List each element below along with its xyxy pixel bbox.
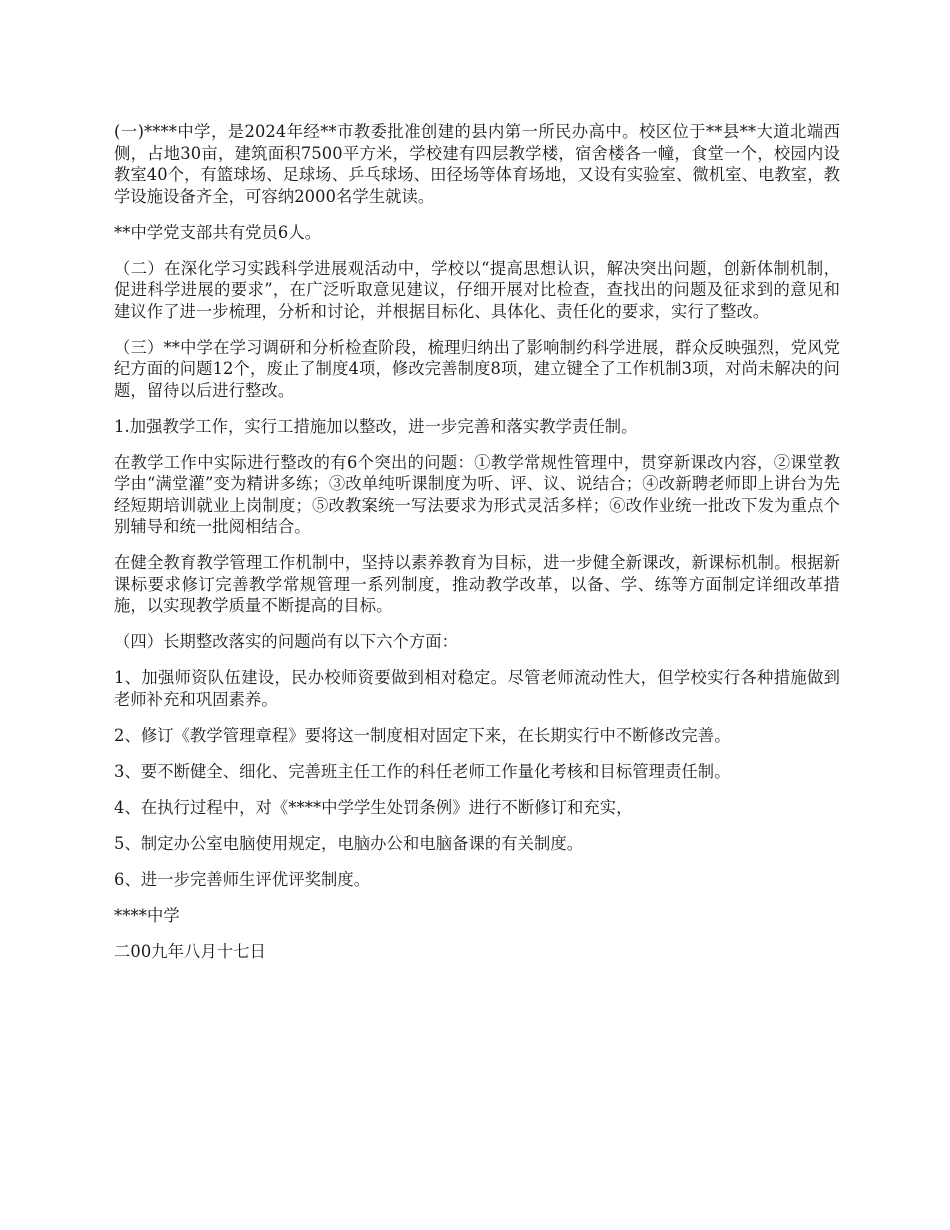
list-item-1: 1、加强师资队伍建设，民办校师资要做到相对稳定。尽管老师流动性大，但学校实行各种措施做到老师补充和巩固素养。	[114, 668, 840, 709]
list-item-5: 5、制定办公室电脑使用规定，电脑办公和电脑备课的有关制度。	[114, 833, 584, 853]
document-body	[114, 121, 840, 977]
paragraph-section-two: （二）在深化学习实践科学进展观活动中，学校以“提高思想认识，解决突出问题，创新体制机制，促进科学进展的要求”，在广泛听取意见建议，仔细开展对比检查，查找出的问题及征求到的意见和建议作了进一步梳理，分析和讨论，并根据目标化、具体化、责任化的要求，实行了整改。	[114, 258, 840, 321]
list-item-3: 3、要不断健全、细化、完善班主任工作的科任老师工作量化考核和目标管理责任制。	[114, 761, 731, 781]
list-item-6: 6、进一步完善师生评优评奖制度。	[114, 869, 371, 889]
list-item-2: 2、修订《教学管理章程》要将这一制度相对固定下来，在长期实行中不断修改完善。	[114, 725, 731, 745]
paragraph-school-intro: (一)****中学，是2024年经**市教委批准创建的县内第一所民办高中。校区位于**县**大道北端西侧，占地30亩，建筑面积7500平方米，学校建有四层教学楼，宿舍楼各一幢，食堂一个，校园内设教室40个，有篮球场、足球场、乒乓球场、田径场等体育场地，又设有实验室、微机室、电教室，教学设施设备齐全，可容纳2000名学生就读。	[114, 122, 840, 206]
paragraph-six-problems: 在教学工作中实际进行整改的有6个突出的问题：①教学常规性管理中，贯穿新课改内容，②课堂教学由“满堂灌”变为精讲多练；③改单纯听课制度为听、评、议、说结合；④改新聘老师即上讲台为先经短期培训就业上岗制度；⑤改教案统一写法要求为形式灵活多样；⑥改作业统一批改下发为重点个别辅导和统一批阅相结合。	[114, 452, 840, 536]
paragraph-party-members: **中学党支部共有党员6人。	[114, 222, 322, 242]
paragraph-item-teaching: 1.加强教学工作，实行工措施加以整改，进一步完善和落实教学责任制。	[114, 416, 638, 436]
paragraph-section-four: （四）长期整改落实的问题尚有以下六个方面：	[114, 632, 459, 651]
signature-school: ****中学	[114, 905, 180, 925]
paragraph-section-three: （三）**中学在学习调研和分析检查阶段，梳理归纳出了影响制约科学进展，群众反映强烈，党风党纪方面的问题12个，废止了制度4项，修改完善制度8项，建立键全了工作机制3项，对尚未解决的问题，留待以后进行整改。	[114, 337, 840, 400]
list-item-4: 4、在执行过程中，对《****中学学生处罚条例》进行不断修订和充实，	[114, 797, 633, 817]
paragraph-management-mechanism: 在健全教育教学管理工作机制中，坚持以素养教育为目标，进一步健全新课改，新课标机制。根据新课标要求修订完善教学常规管理一系列制度，推动教学改革，以备、学、练等方面制定详细改革措施，以实现教学质量不断提高的目标。	[114, 553, 840, 615]
signature-date: 二00九年八月十七日	[114, 941, 266, 961]
